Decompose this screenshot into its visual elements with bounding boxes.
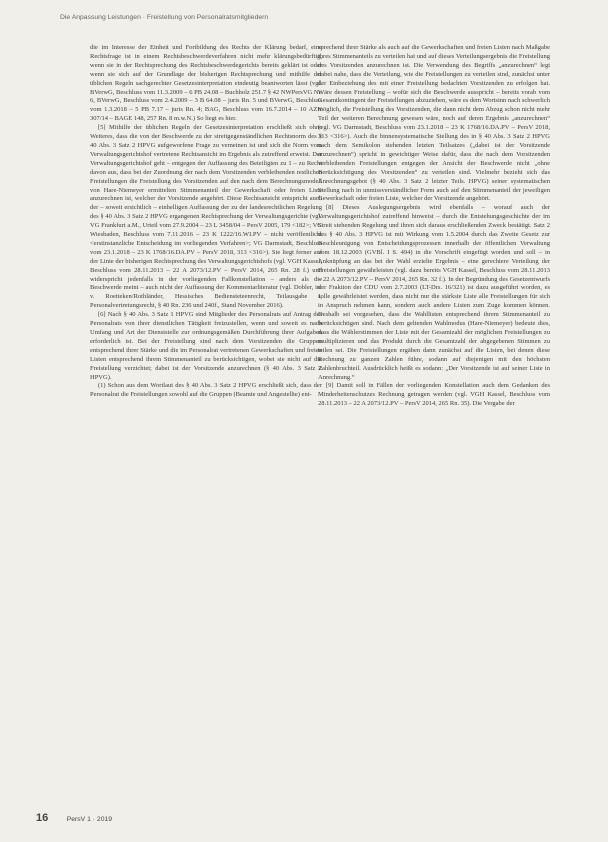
paragraph: [6] Nach § 40 Abs. 3 Satz 1 HPVG sind Mitglieder des Personalrats auf Antrag des Personalrats von ihrer dienstlichen Tätigkeit freizustellen, wenn und soweit es nach Umfang und Art der Dienststelle zur ordnungsgemäßen Durchführung ihrer Aufgaben erforderlich ist. Bei der Freistellung sind nach dem Vorsitzenden die Gruppen entsprechend ihrer Stärke und die im Personalrat vertretenen Gewerkschaften und freien Listen entsprechend ihrem Stimmenanteil zu berücksichtigen, wobei sie nicht auf die Freistellung verzichtet; dabei ist der Vorsitzende anzurechnen (§ 40 Abs. 3 Satz 2 HPVG). (90, 311, 322, 381)
journal-citation: PersV 1 · 2019 (66, 816, 113, 823)
paragraph: die im Interesse der Einheit und Fortbildung des Rechts der Klärung bedarf, eine Rechtsfrage ist in einem Rechtsbeschwerdeverfahren nicht mehr klärungsbedürftig, wenn sie in der Rechtsprechung des Rechtsbeschwerdegerichts bereits geklärt ist oder wenn sie sich auf der Grundlage der bisherigen Rechtsprechung und mithilfe der üblichen Regeln sachgerechter Gesetzesinterpretation eindeutig beantworten lässt (vgl. BVerwG, Beschluss vom 11.3.2009 – 6 PB 24.08 – Buchholz 251.7 § 42 NWPersVG Nr. 6, BVerwG, Beschluss vom 2.4.2009 – 3 B 64.08 – juris Rn. 5 und BVerwG, Beschluss vom 1.3.2018 – 5 PB 7.17 – juris Rn. 4; BAG, Beschluss vom 16.7.2014 – 10 AZN 307/14 – BAGE 148, 257 Rn. 8 m.w.N.) So liegt es hier. (90, 44, 322, 123)
paragraph: [9] Damit soll in Fällen der vorliegenden Konstellation auch dem Gedanken des Minderheitenschutzes Rechnung getragen werden (vgl. VGH Kassel, Beschluss vom 28.11.2013 – 22 A 2073/12.PV – PersV 2014, 265 Rn. 35). Die Vergabe der (318, 382, 550, 408)
paragraph: sprechend ihrer Stärke als auch auf die Gewerkschaften und freien Listen nach Maßgabe ihres Stimmenanteils zu verteilen hat und auf dieses Verteilungsergebnis die Freistellung des Vorsitzenden anzurechnen ist. Die Verwendung des Begriffs „anzurechnen“ legt dabei nahe, dass die Verteilung, wie die Freistellungen zu verteilen sind, zunächst unter der Einbeziehung des mit einer Freistellung bedachten Vorsitzenden zu erfolgen hat. Wäre dessen Freistellung – wofür sich die Beschwerde ausspricht – bereits vorab vom Gesamtkontingent der Freistellungen abzuziehen, wäre es dem Wortsinn nach schwerlich möglich, die Freistellung des Vorsitzenden, die dann nicht dem Abzug schon nicht mehr Teil der weiteren Berechnung gewesen wäre, noch auf deren Ergebnis „anzurechnen“ (vgl. VG Darmstadt, Beschluss vom 23.1.2018 – 23 K 1768/16.DA.PV – PersV 2018, 313 <316>). Auch die binnensystematische Stellung des in § 40 Abs. 3 Satz 2 HPVG nach dem Semikolon stehenden letzten Teilsatzes („dabei ist der Vorsitzende anzurechnen“) spricht in gewichtiger Weise dafür, dass die nach dem Vorsitzenden verbleibenden Freistellungen entgegen der Ansicht der Beschwerde nicht „ohne Berücksichtigung des Vorsitzenden“ zu verteilen sind. Vielmehr bezieht sich das Anrechnungsgebot (§ 40 Abs. 3 Satz 2 letzter Teils. HPVG) seiner systematischen Stellung nach in unmissverständlicher Form auch auf den Stimmenanteil der jeweiligen Gewerkschaft oder freien Liste, welcher der Vorsitzende angehört. (318, 44, 550, 203)
paragraph: (1) Schon aus dem Wortlaut des § 40 Abs. 3 Satz 2 HPVG erschließt sich, dass der Personalrat die Freistellungen sowohl auf die Gruppen (Beamte und Angestellte) ent- (90, 382, 322, 399)
paragraph: [8] Dieses Auslegungsergebnis wird ebenfalls – worauf auch der Verwaltungsgerichtshof zutreffend hinweist – durch die Entstehungsgeschichte der im Streit stehenden Regelung und ihren sich daraus erschließenden Zweck bestätigt. Satz 2 des § 40 Abs. 3 HPVG ist mit Wirkung vom 1.5.2004 durch das Zweite Gesetz zur Beschleunigung von Entscheidungsprozessen innerhalb der öffentlichen Verwaltung vom 18.12.2003 (GVBl. I S. 494) in die Vorschrift eingefügt worden und soll – in Anknüpfung an das bei der Wahl erzielte Ergebnis – eine gerechtere Verteilung der Freistellungen gewährleisten (vgl. dazu bereits VGH Kassel, Beschluss vom 28.11.2013 – 22 A 2073/12.PV – PersV 2014, 265 Rn. 32 f.). In der Begründung des Gesetzentwurfs der Fraktion der CDU vom 2.7.2003 (LT-Drs. 16/321) ist dazu ausgeführt worden, es solle gewährleistet werden, dass nicht nur die stärkste Liste alle Freistellungen für sich in Anspruch nehmen kann, sondern auch andere Listen zum Zuge kommen können. Deshalb sei vorgesehen, dass die Wahllisten entsprechend ihrem Stimmenanteil zu berücksichtigen sind. Nach dem geltenden Wahlmodus (Hare-Niemeyer) bedeute dies, dass die Wählerstimmen der Liste mit der Gesamtzahl der möglichen Freistellungen zu multiplizieren und das Produkt durch die Gesamtzahl der abgegebenen Stimmen zu teilen sei. Die Freistellungen ergäben dann zunächst auf die Listen, bei denen diese Rechnung zu ganzen Zahlen führe, sodann auf diejenigen mit den höchsten Zahlenbruchteil. Ausdrücklich heißt es sodann: „Der Vorsitzende ist auf seiner Liste in Anrechnung.“ (318, 204, 550, 381)
running-head: Die Anpassung Leistungen · Freistellung von Personalratsmitgliedern (60, 14, 269, 21)
right-column (318, 44, 550, 409)
paragraph: [5] Mithilfe der üblichen Regeln der Gesetzesinterpretation erschließt sich ohne Weiteres, dass die von der Beschwerde zu der streitgegenständlichen Rechtsnorm des § 40 Abs. 3 Satz 2 HPVG aufgeworfene Frage zu verneinen ist und sich die Norm vom Verwaltungsgerichtshof vertretene Rechtsansicht im Ergebnis als zutreffend erweist. Der Verwaltungsgerichtshof geht – entgegen der Auffassung des Beteiligten zu 1 – zu Recht davon aus, dass bei der Zuordnung der nach dem Vorsitzenden verbleibenden restlichen Freistellungen die Freistellung des Vorsitzenden auf den nach dem Berechnungsmodell von Hare-Niemeyer ermittelten Stimmenanteil der Gewerkschaft oder freien Liste anzurechnen ist, welcher der Vorsitzende angehört. Diese Rechtsansicht entspricht auch der – soweit ersichtlich – einhelligen Auffassung der zu der landesrechtlichen Regelung des § 40 Abs. 3 Satz 2 HPVG ergangenen Rechtsprechung der Verwaltungsgerichte (vgl. VG Frankfurt a.M., Urteil vom 27.9.2004 – 23 L 3458/04 – PersV 2005, 179 <182>; VG Wiesbaden, Beschluss vom 7.11.2016 – 23 K 1222/16.WI.PV – nicht veröffentlicht <erstinstanzliche Entscheidung im vorliegenden Verfahren>; VG Darmstadt, Beschluss vom 23.1.2018 – 23 K 1768/16.DA.PV – PersV 2018, 313 <316>). Sie liegt ferner auf der Linie der bisherigen Rechtsprechung des Verwaltungsgerichtshofs (vgl. VGH Kassel, Beschluss vom 28.11.2013 – 22 A 2073/12.PV – PersV 2014, 265 Rn. 28 f.) und widerspricht jedenfalls in der vorliegenden Fallkonstellation – anders als die Beschwerde meint – auch nicht der Auffassung der Kommentarliteratur (vgl. Dobler, in: v. Roetteken/Rothländer, Hessisches Bediensteteenrecht, Teilausgabe I, Personalvertretungsrecht, § 40 Rn. 236 und 240f., Stand November 2016). (90, 124, 322, 310)
page-footer (36, 808, 564, 826)
left-column (90, 44, 322, 400)
page-number: 16 (36, 812, 49, 824)
